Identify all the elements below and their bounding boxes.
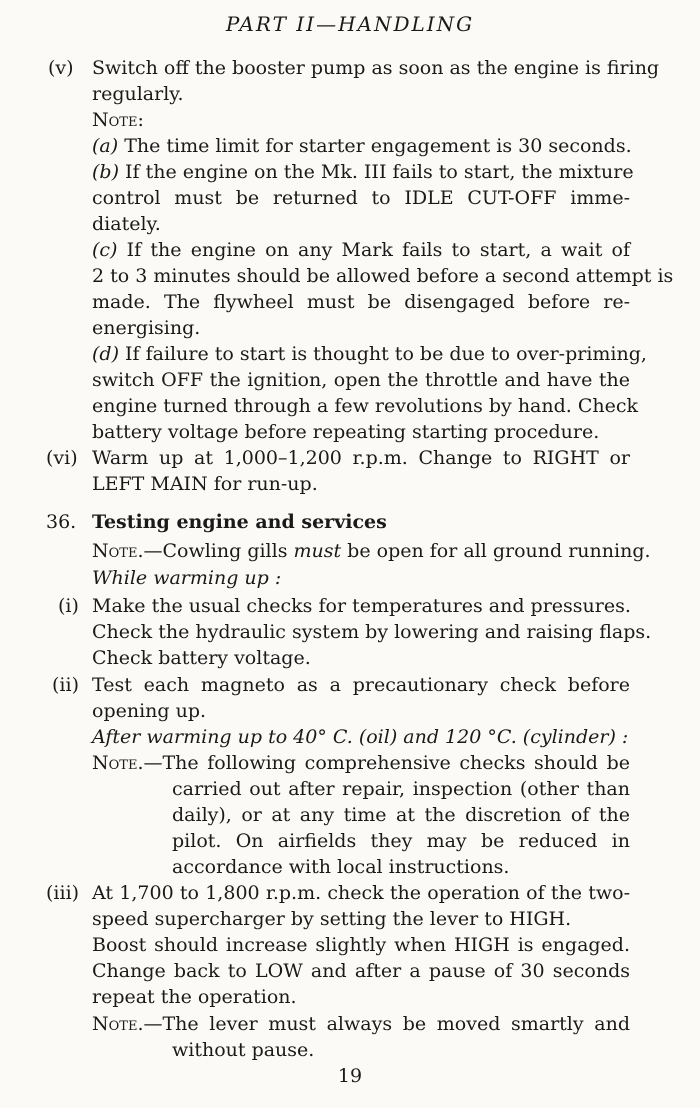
item-iii-label: (iii) <box>46 882 80 904</box>
item-iii-line-3: Boost should increase slightly when HIGH is engaged. <box>92 934 630 956</box>
section-note-label: Note. <box>92 540 144 562</box>
note-d-text-1: If failure to start is thought to be due to over-priming, <box>119 343 647 365</box>
note-b-label: (b) <box>92 161 119 183</box>
item-v-line-2: regularly. <box>92 83 184 105</box>
item-iii-line-4: Change back to LOW and after a pause of 30 seconds <box>92 960 630 982</box>
note-c-line-2: 2 to 3 minutes should be allowed before a second attempt is <box>92 265 674 287</box>
note-c-line-1 <box>92 237 630 263</box>
item-i-line-3: Check battery voltage. <box>92 647 311 669</box>
item-ii-note-text-1: —The following comprehensive checks should be <box>143 752 630 774</box>
note-c-text-1: If the engine on any Mark fails to start, a wait of <box>117 239 630 261</box>
item-iii-line-1: At 1,700 to 1,800 r.p.m. check the operation of the two- <box>92 882 630 904</box>
item-ii-label: (ii) <box>52 674 79 696</box>
note-b-line-2: control must be returned to IDLE CUT-OFF imme- <box>92 187 630 209</box>
item-iii-note-text-1: —The lever must always be moved smartly and <box>143 1013 630 1035</box>
item-v-label: (v) <box>48 57 74 79</box>
section-number: 36. <box>46 511 77 533</box>
note-d-line-2: switch OFF the ignition, open the throttle and have the <box>92 369 630 391</box>
item-i-line-2: Check the hydraulic system by lowering and raising flaps. <box>92 621 652 643</box>
item-iii-note-line-1 <box>92 1011 630 1037</box>
section-note-pre: —Cowling gills <box>143 540 294 562</box>
section-note-em: must <box>293 540 342 562</box>
note-a <box>92 133 630 159</box>
note-d-label: (d) <box>92 343 119 365</box>
after-warming-heading: After warming up to 40° C. (oil) and 120 °C. (cylinder) : <box>92 726 629 748</box>
note-b-text-1: If the engine on the Mk. III fails to start, the mixture <box>119 161 634 183</box>
section-heading: Testing engine and services <box>92 511 387 533</box>
item-ii-note-line-3: daily), or at any time at the discretion of the <box>172 804 630 826</box>
note-d-line-3: engine turned through a few revolutions by hand. Check <box>92 395 639 417</box>
item-vi-label: (vi) <box>46 447 78 469</box>
item-ii-note-line-5: accordance with local instructions. <box>172 856 510 878</box>
item-iii-line-2: speed supercharger by setting the lever to HIGH. <box>92 908 572 930</box>
item-v-note-label: Note: <box>92 109 144 131</box>
running-title: PART II—HANDLING <box>225 12 475 36</box>
note-d-line-4: battery voltage before repeating starting procedure. <box>92 421 600 443</box>
section-note <box>92 538 651 564</box>
note-c-line-3: made. The flywheel must be disengaged before re- <box>92 291 630 313</box>
item-vi-line-1: Warm up at 1,000–1,200 r.p.m. Change to RIGHT or <box>92 447 630 469</box>
item-i-line-1: Make the usual checks for temperatures and pressures. <box>92 595 631 617</box>
item-ii-line-1: Test each magneto as a precautionary check before <box>92 674 630 696</box>
item-ii-note-line-2: carried out after repair, inspection (other than <box>172 778 630 800</box>
item-vi-line-2: LEFT MAIN for run-up. <box>92 473 318 495</box>
note-b-line-1 <box>92 159 634 185</box>
note-a-label: (a) <box>92 135 119 157</box>
section-note-post: be open for all ground running. <box>341 540 651 562</box>
item-iii-note-label: Note. <box>92 1013 144 1035</box>
note-c-label: (c) <box>92 239 118 261</box>
warming-heading: While warming up : <box>92 567 282 589</box>
item-ii-note-line-4: pilot. On airfields they may be reduced in <box>172 830 630 852</box>
note-c-line-4: energising. <box>92 317 201 339</box>
note-d-line-1 <box>92 341 647 367</box>
item-iii-note-line-2: without pause. <box>172 1039 315 1061</box>
page-number: 19 <box>337 1065 363 1087</box>
item-ii-line-2: opening up. <box>92 700 207 722</box>
note-a-text: The time limit for starter engagement is 30 seconds. <box>118 135 632 157</box>
item-iii-line-5: repeat the operation. <box>92 986 297 1008</box>
item-v-line-1: Switch off the booster pump as soon as the engine is firing <box>92 57 660 79</box>
note-b-line-3: diately. <box>92 213 161 235</box>
item-i-label: (i) <box>58 595 79 617</box>
item-ii-note-label: Note. <box>92 752 144 774</box>
item-ii-note-line-1 <box>92 750 630 776</box>
